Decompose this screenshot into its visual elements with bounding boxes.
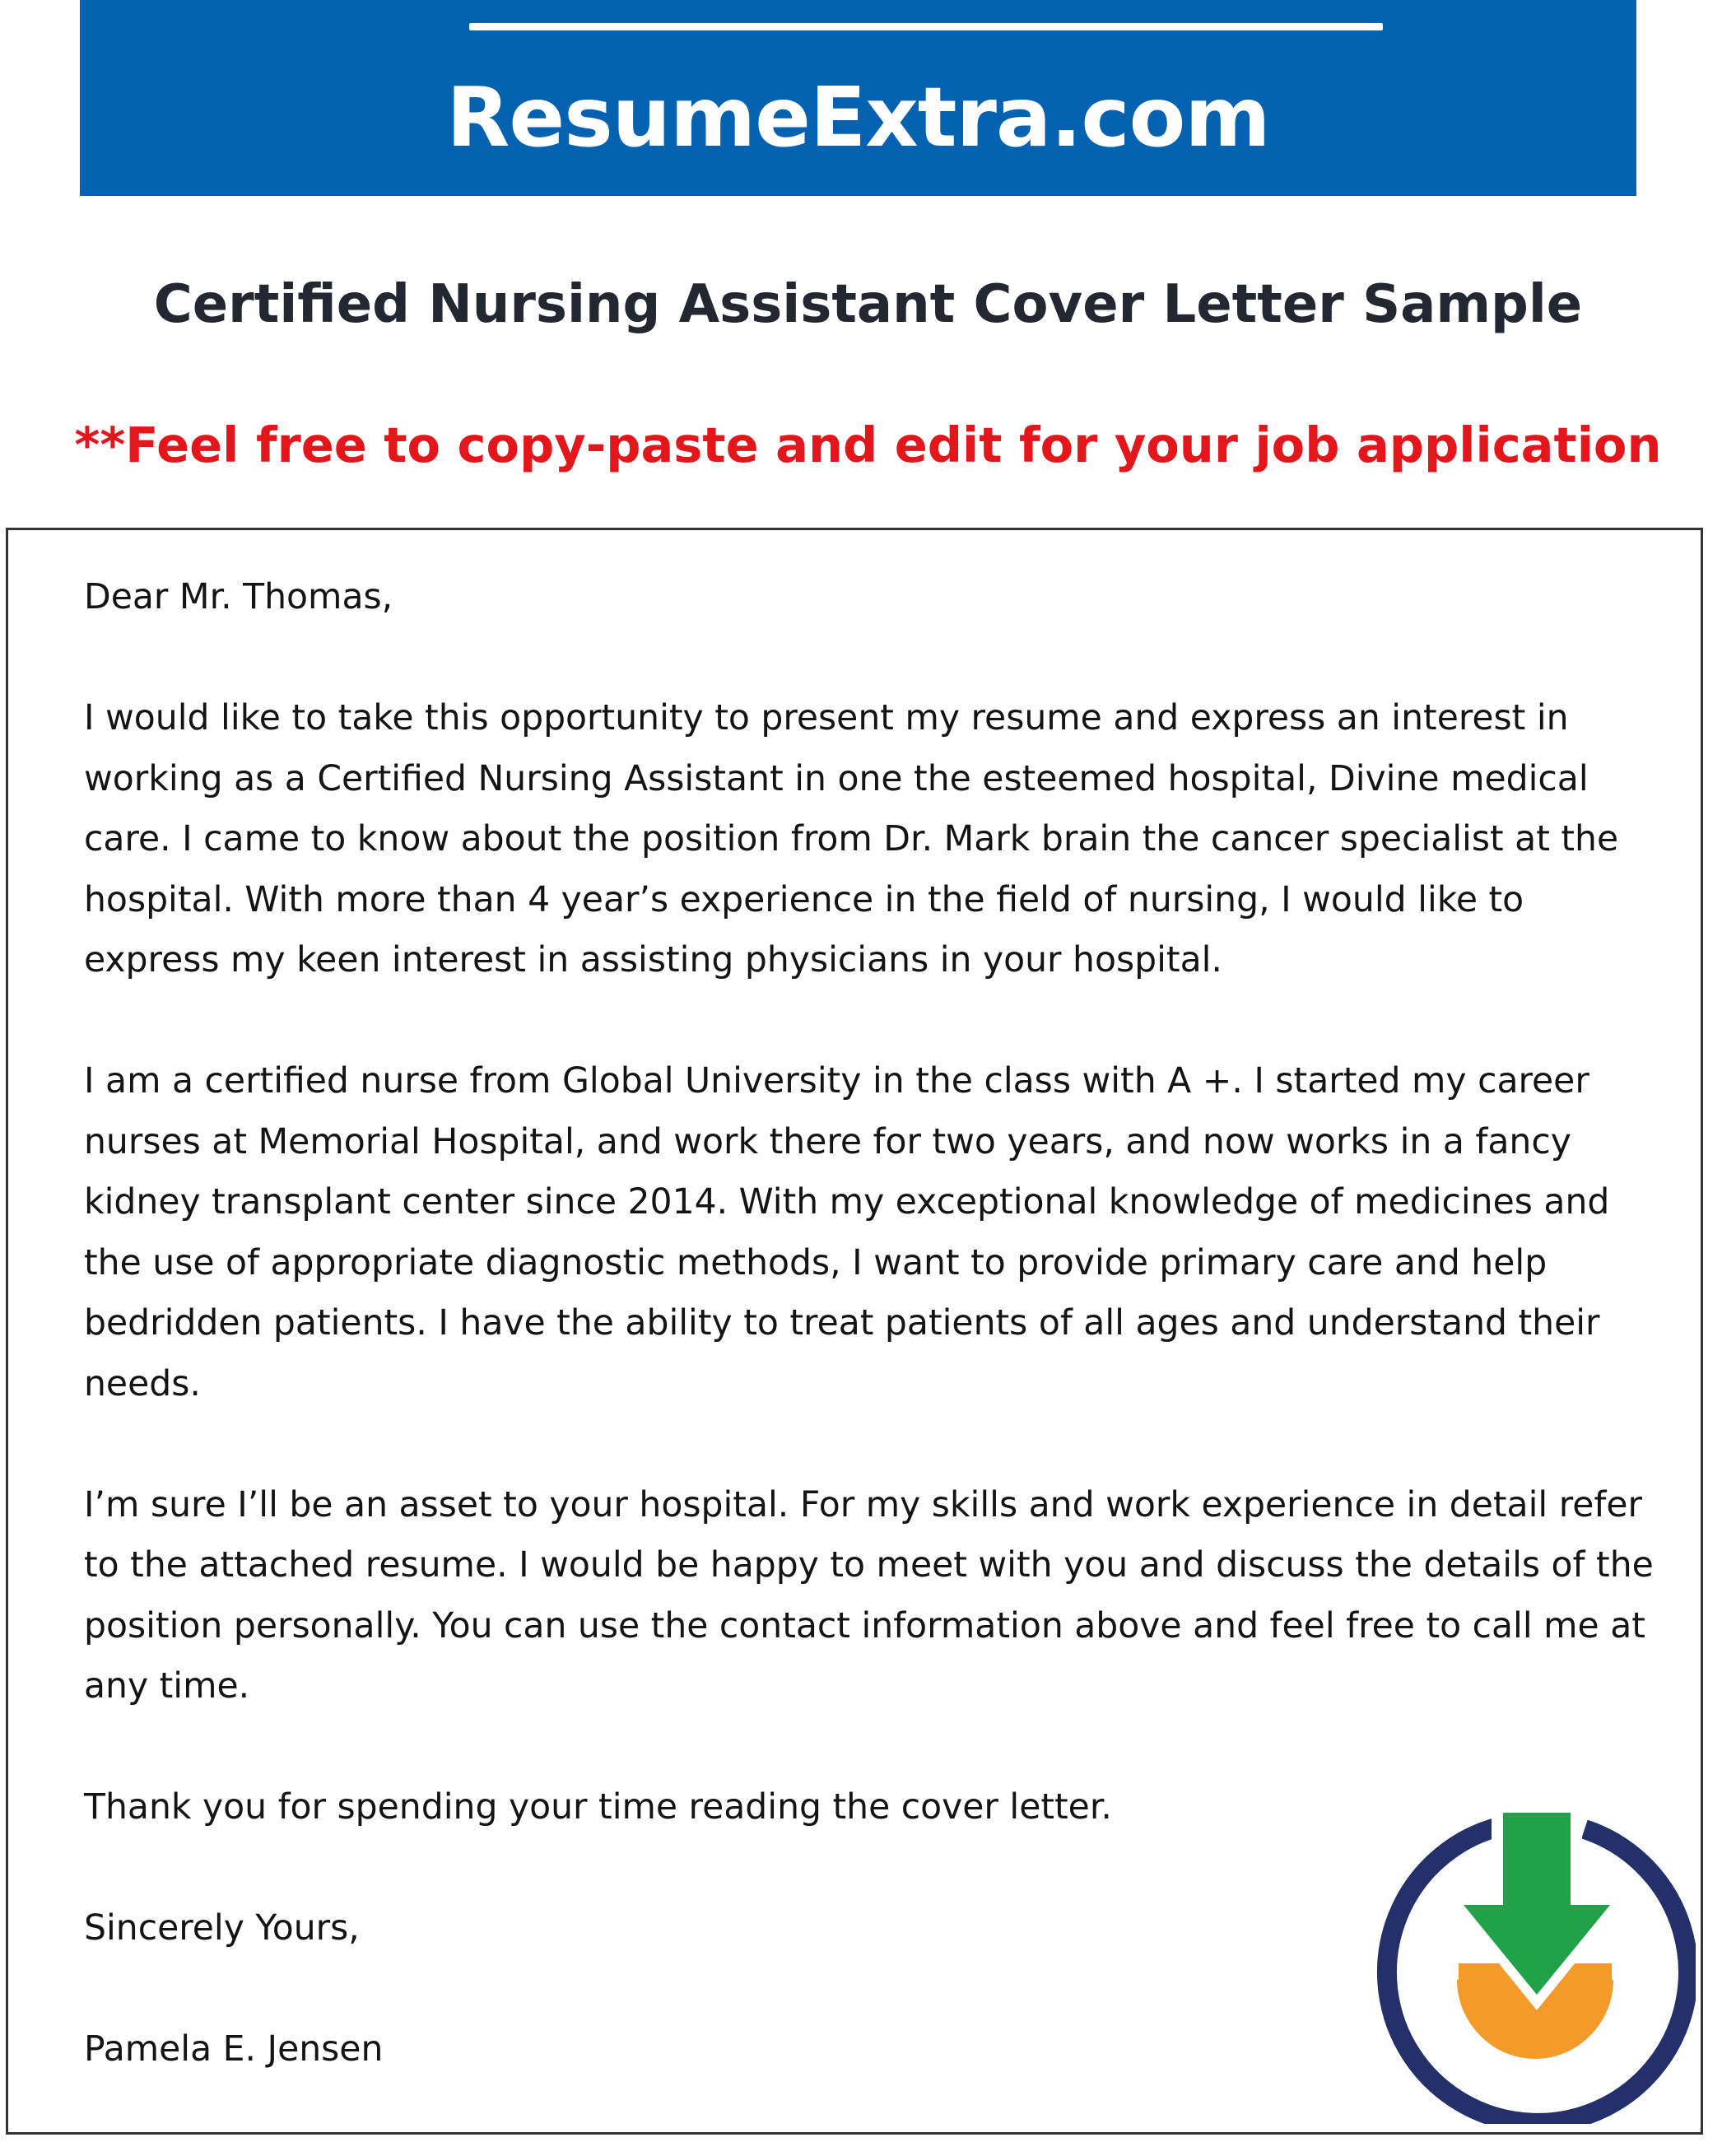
letter-closing: Sincerely Yours, xyxy=(84,1908,360,1949)
download-button[interactable] xyxy=(1366,1795,1696,2124)
header-banner xyxy=(80,0,1636,196)
letter-signature: Pamela E. Jensen xyxy=(84,2029,384,2070)
download-icon xyxy=(1366,1795,1696,2124)
site-logo[interactable]: ResumeExtra.com xyxy=(446,69,1270,165)
letter-paragraph-1: I would like to take this opportunity to present my resume and express an interest in working as a Certified Nursing Assistant in one the esteemed hospital, Divine medical care. I came to know about the position from Dr. Mark brain the cancer specialist at the hospital. With more than 4 year’s experience in the field of nursing, I would like to express my keen interest in assisting physicians in your hospital. xyxy=(84,698,1619,980)
letter-paragraph-3: I’m sure I’ll be an asset to your hospital. For my skills and work experience in detail refer to the attached resume. I would be happy to meet with you and discuss the details of the position personally. You can use the contact information above and feel free to call me at any time. xyxy=(84,1484,1654,1707)
banner-divider-line xyxy=(469,23,1383,30)
page-title: Certified Nursing Assistant Cover Letter Sample xyxy=(153,274,1583,335)
letter-greeting: Dear Mr. Thomas, xyxy=(84,577,393,617)
letter-thanks: Thank you for spending your time reading the cover letter. xyxy=(84,1787,1112,1828)
page-subtitle: **Feel free to copy-paste and edit for your job application xyxy=(74,417,1662,473)
letter-paragraph-2: I am a certified nurse from Global University in the class with A +. I started my career nurses at Memorial Hospital, and work there for two years, and now works in a fancy kidney transplant center since 2014. With my exceptional knowledge of medicines and the use of appropriate diagnostic methods, I want to provide primary care and help bedridden patients. I have the ability to treat patients of all ages and understand their needs. xyxy=(84,1061,1610,1404)
